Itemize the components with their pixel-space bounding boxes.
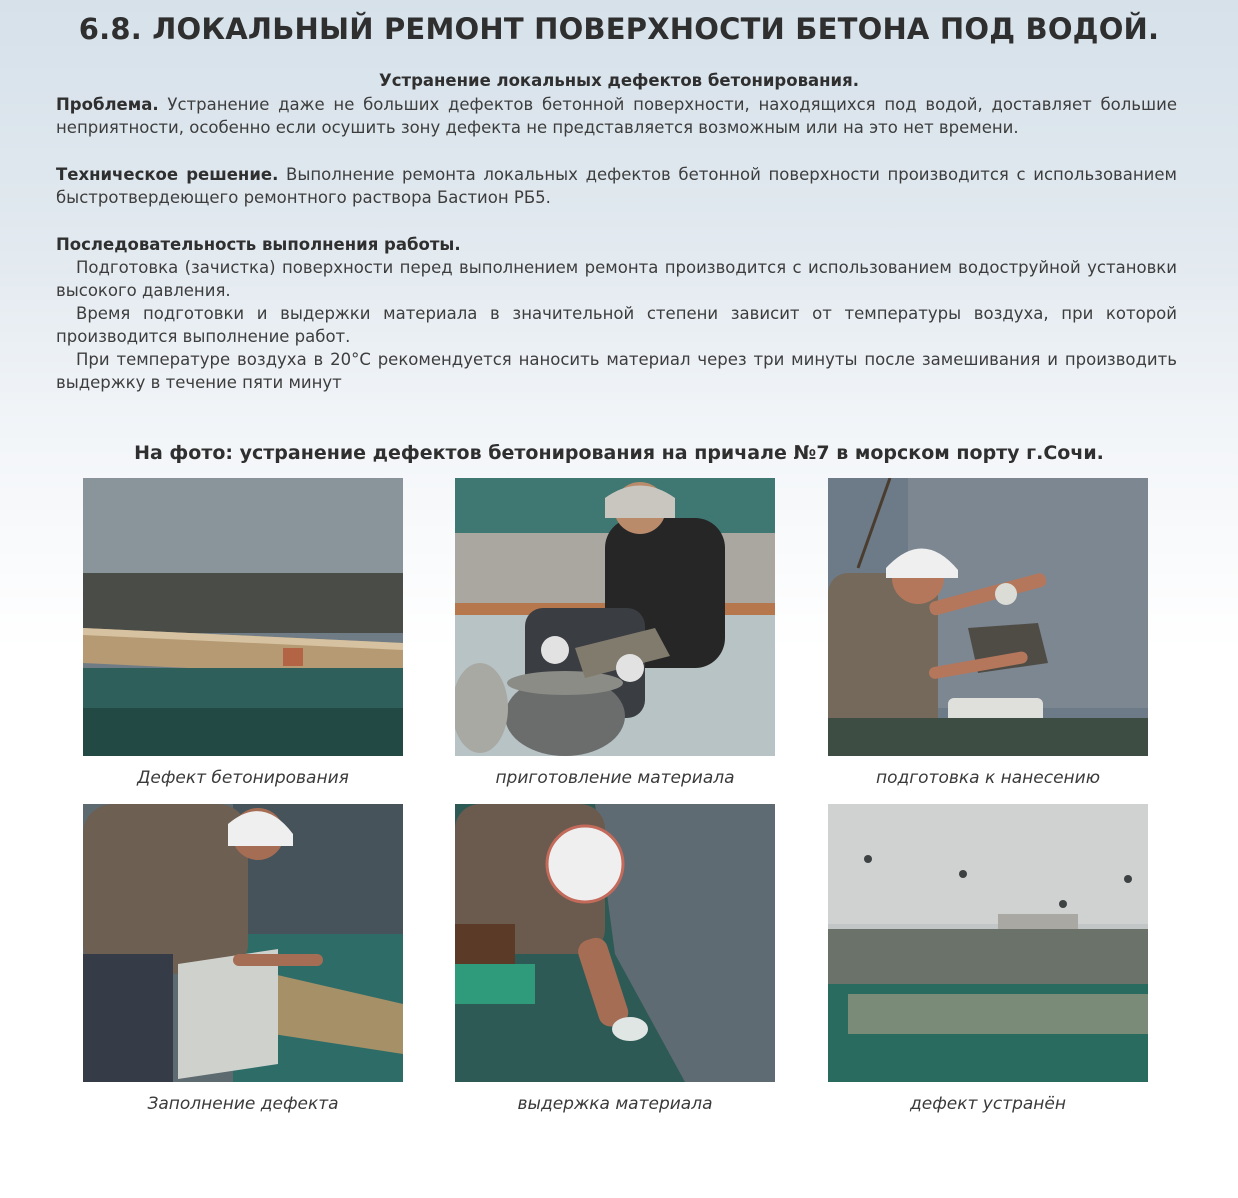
photo-defect bbox=[83, 478, 403, 756]
solution-label: Техническое решение. bbox=[56, 165, 279, 184]
sequence-step: Подготовка (зачистка) поверхности перед выполнением ремонта производится с использованием водоструйной установки высокого давления. bbox=[56, 258, 1177, 300]
sequence-step: Время подготовки и выдержки материала в значительной степени зависит от температуры воздуха, при которой производится выполнение работ. bbox=[56, 304, 1177, 346]
caption-defect: Дефект бетонирования bbox=[137, 768, 349, 788]
sequence-step: При температуре воздуха в 20°С рекомендуется наносить материал через три минуты после замешивания и производить выдержку в течение пяти минут bbox=[56, 350, 1177, 392]
sequence-label: Последовательность выполнения работы. bbox=[56, 235, 461, 254]
problem-label: Проблема. bbox=[56, 95, 159, 114]
caption-filling: Заполнение дефекта bbox=[147, 1094, 339, 1114]
caption-before-application: подготовка к нанесению bbox=[875, 768, 1101, 788]
photo-before-application bbox=[828, 478, 1148, 756]
photo-preparation bbox=[455, 478, 775, 756]
photo-heading: На фото: устранение дефектов бетонирования на причале №7 в морском порту г.Сочи. bbox=[134, 442, 1104, 464]
solution-text: Выполнение ремонта локальных дефектов бетонной поверхности производится с использованием быстротвердеющего ремонтного раствора Бастион РБ5. bbox=[56, 165, 1177, 207]
solution-paragraph bbox=[56, 163, 1177, 209]
caption-curing: выдержка материала bbox=[517, 1094, 713, 1114]
sequence-block bbox=[56, 233, 1177, 394]
caption-fixed: дефект устранён bbox=[910, 1094, 1066, 1114]
section-subtitle: Устранение локальных дефектов бетонирования. bbox=[379, 71, 859, 90]
photo-fixed bbox=[828, 804, 1148, 1082]
page-title: 6.8. ЛОКАЛЬНЫЙ РЕМОНТ ПОВЕРХНОСТИ БЕТОНА ПОД ВОДОЙ. bbox=[78, 12, 1160, 46]
problem-text: Устранение даже не больших дефектов бетонной поверхности, находящихся под водой, доставляет большие неприятности, особенно если осушить зону дефекта не представляется возможным или на это нет времени. bbox=[56, 95, 1177, 137]
photo-filling bbox=[83, 804, 403, 1082]
photo-curing bbox=[455, 804, 775, 1082]
problem-paragraph bbox=[56, 93, 1177, 139]
caption-preparation: приготовление материала bbox=[495, 768, 735, 788]
